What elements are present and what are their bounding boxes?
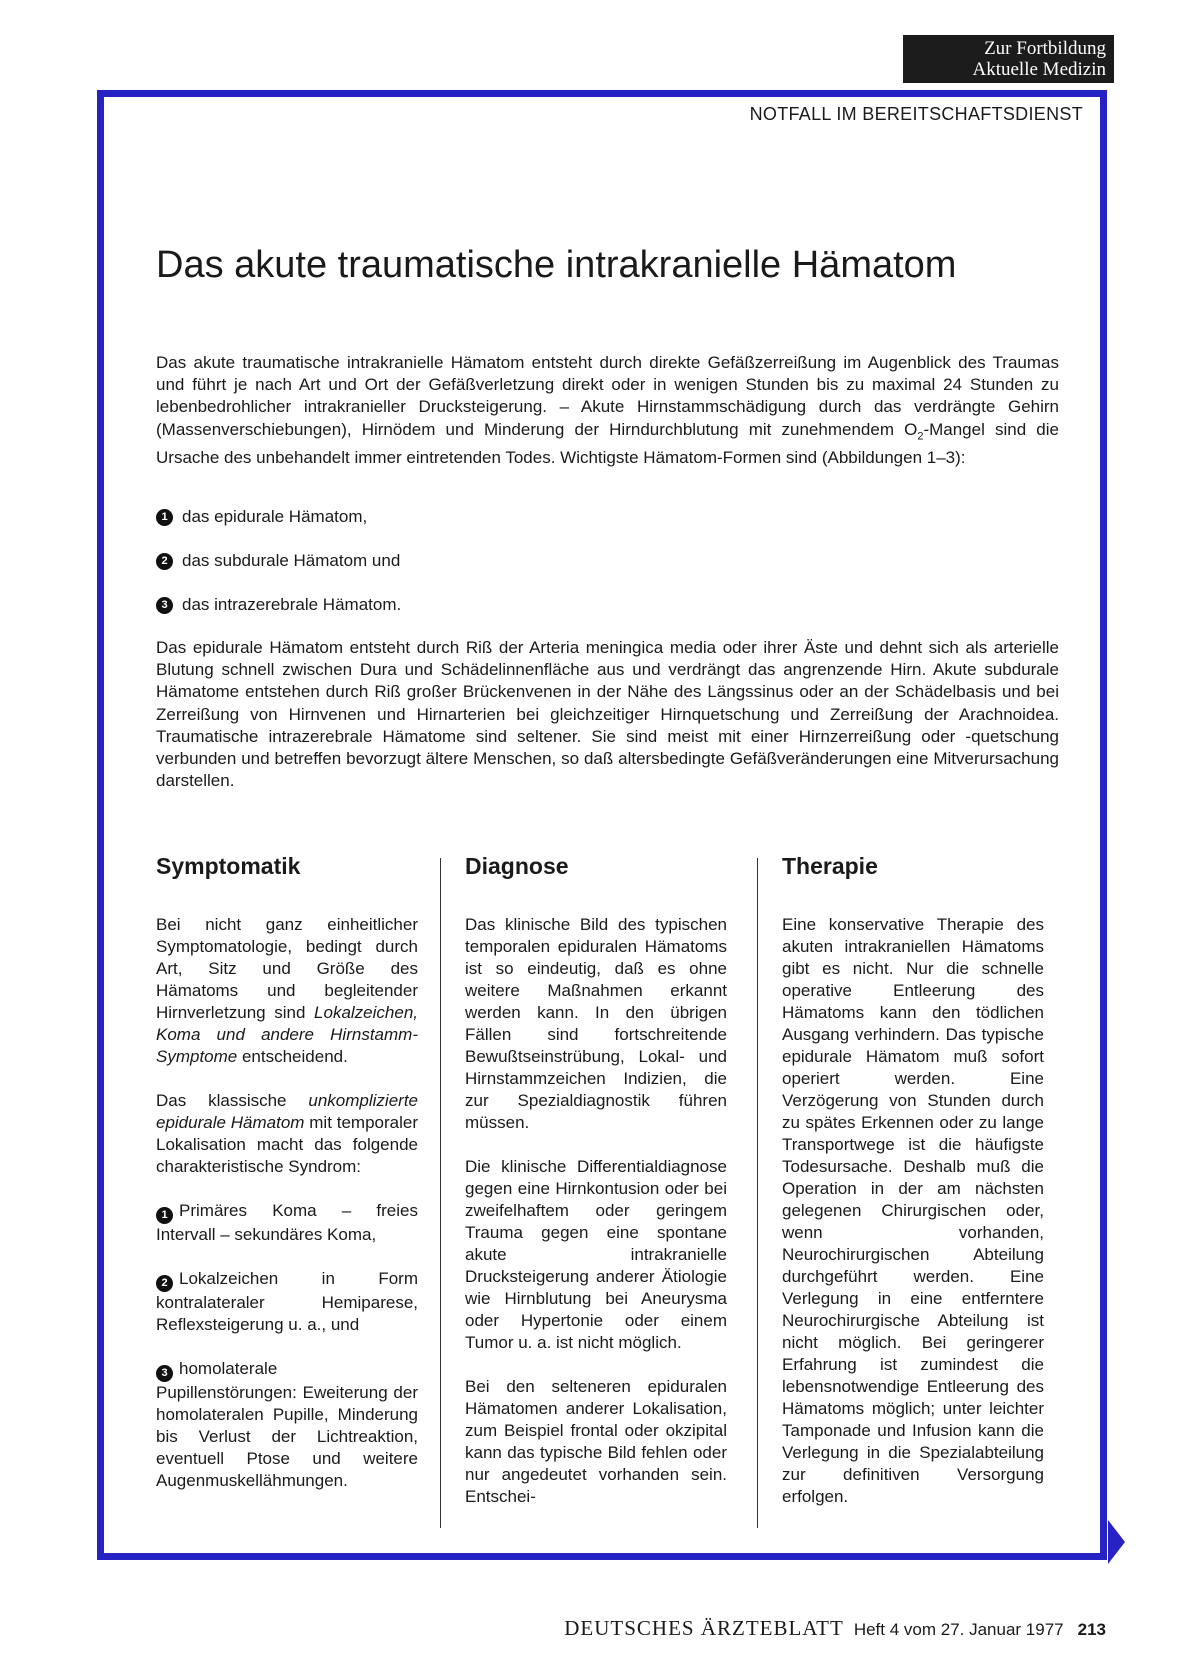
diagnose-paragraph-1: Das klinische Bild des typischen temporalen epiduralen Hämatoms ist so eindeutig, daß es ohne weitere Maßnahmen erkannt werden kann. In den übrigen Fällen sind fortschreitende Bewußtseinstrübung, Lokal- und Hirnstammzeichen Indizien, die zur Spezialdiagnostik führen müssen. bbox=[465, 915, 727, 1132]
diagnose-paragraph-2: Die klinische Differentialdiagnose gegen eine Hirnkontusion oder bei zweifelhaftem oder geringem Trauma gegen eine spontane akute intrakranielle Drucksteigerung anderer Ätiologie wie Hirnblutung bei Aneurysma oder Hypertonie oder einem Tumor u. a. ist nicht möglich. bbox=[465, 1157, 727, 1352]
number-badge-icon: 3 bbox=[156, 597, 173, 614]
list-item bbox=[156, 594, 756, 616]
continue-arrow-icon bbox=[1108, 1520, 1125, 1564]
issue-info: Heft 4 vom 27. Januar 1977 bbox=[853, 1620, 1064, 1639]
list-item-text: das epidurale Hämatom, bbox=[182, 507, 368, 526]
page-number: 213 bbox=[1077, 1620, 1106, 1639]
symptomatik-heading: Symptomatik bbox=[156, 853, 301, 879]
diagnose-paragraph-3: Bei den selteneren epiduralen Hämatomen anderer Lokalisation, zum Beispiel frontal oder okzipital kann das typische Bild fehlen oder nur angedeutet vorhanden sein. Entschei- bbox=[465, 1377, 727, 1506]
therapie-column bbox=[782, 852, 1044, 1530]
symptomatik-paragraph-1 bbox=[156, 914, 418, 1068]
section-tag-line2: Aktuelle Medizin bbox=[972, 59, 1106, 80]
syndrome-item bbox=[156, 1268, 418, 1336]
syndrome-item-text: Lokalzeichen in Form kontralateraler Hemiparese, Reflexsteigerung u. a., und bbox=[156, 1269, 418, 1334]
journal-name: DEUTSCHES ÄRZTEBLATT bbox=[564, 1616, 844, 1640]
list-item-text: das subdurale Hämatom und bbox=[182, 551, 401, 570]
text-run: Das klassische bbox=[156, 1091, 309, 1110]
text-run: Bei nicht ganz einheitlicher Symptomatologie, bedingt durch Art, Sitz und Größe des Hämatoms und begleitender Hirnverletzung sind bbox=[156, 915, 418, 1022]
page-footer bbox=[564, 1616, 1106, 1641]
list-item bbox=[156, 506, 756, 528]
syndrome-item bbox=[156, 1200, 418, 1246]
number-badge-icon: 3 bbox=[156, 1365, 173, 1382]
section-tag-line1: Zur Fortbildung bbox=[984, 38, 1106, 59]
column-divider bbox=[440, 858, 441, 1528]
symptomatik-paragraph-2 bbox=[156, 1090, 418, 1178]
number-badge-icon: 2 bbox=[156, 1275, 173, 1292]
syndrome-item bbox=[156, 1358, 418, 1492]
intro-paragraph bbox=[156, 352, 1059, 469]
syndrome-item-text: Primäres Koma – freies Intervall – sekundäres Koma, bbox=[156, 1201, 418, 1244]
list-item bbox=[156, 550, 756, 572]
number-badge-icon: 2 bbox=[156, 553, 173, 570]
emphasis-text: unkomplizierte epidurale Hämatom bbox=[156, 1091, 418, 1132]
number-badge-icon: 1 bbox=[156, 509, 173, 526]
intro-text-part1: Das akute traumatische intrakranielle Hämatom entsteht durch direkte Gefäßzerreißung im Augenblick des Traumas und führt je nach Art und Ort der Gefäßverletzung direkt oder in wenigen Stunden bis zu maximal 24 Stunden zu lebenbedrohlicher intrakranieller Drucksteigerung. – Akute Hirnstammschädigung durch das verdrängte Gehirn (Massenverschiebungen), Hirnödem und Minderung der Hirndurchblutung mit zunehmendem O bbox=[156, 353, 1059, 439]
therapie-paragraph-1: Eine konservative Therapie des akuten intrakraniellen Hämatoms gibt es nicht. Nur die schnelle operative Entleerung des Hämatoms kann den tödlichen Ausgang verhindern. Das typische epidurale Hämatom muß sofort operiert werden. Eine Verzögerung von Stunden durch zu spätes Erkennen oder zu lange Transportwege ist die häufigste Todesursache. Deshalb muß die Operation in der am nächsten gelegenen Chirurgischen oder, wenn vorhanden, Neurochirurgischen Abteilung durchgeführt werden. Eine Verlegung in eine entferntere Neurochirurgische Abteilung ist nicht möglich. Bei geringerer Erfahrung ist zumindest die lebensnotwendige Entleerung des Hämatoms möglich; unter leichter Tamponade und Infusion kann die Verlegung in die Spezialabteilung zur definitiven Versorgung erfolgen. bbox=[782, 915, 1044, 1506]
section-tag bbox=[903, 35, 1114, 83]
syndrome-item-text: homolaterale Pupillenstörungen: Eweiterung der homolateralen Pupille, Minderung bis Verlust der Lichtreaktion, eventuell Ptose und weitere Augenmuskellähmungen. bbox=[156, 1359, 418, 1490]
intro-subscript: 2 bbox=[917, 430, 924, 442]
list-item-text: das intrazerebrale Hämatom. bbox=[182, 595, 402, 614]
pathogenesis-paragraph: Das epidurale Hämatom entsteht durch Riß der Arteria meningica media oder ihrer Äste und dehnt sich als arterielle Blutung schnell zwischen Dura und Schädelinnenfläche aus und verdrängt das angrenzende Hirn. Akute subdurale Hämatome entstehen durch Riß großer Brückenvenen in der Nähe des Längssinus oder an der Schädelbasis und bei Zerreißung von Hirnvenen und Hirnarterien bei gleichzeitiger Hirnquetschung und Zerreißung der Arachnoidea. Traumatische intrazerebrale Hämatome sind seltener. Sie sind meist mit einer Hirnzerreißung oder -quetschung verbunden und betreffen bevorzugt ältere Menschen, so daß altersbedingte Gefäßveränderungen eine Mitverursachung darstellen. bbox=[156, 638, 1059, 791]
emphasis-text: Lokalzeichen, Koma und andere Hirnstamm-Symptome bbox=[156, 1003, 418, 1066]
rubric-label: NOTFALL IM BEREITSCHAFTSDIENST bbox=[749, 104, 1083, 124]
text-run: entscheidend. bbox=[237, 1047, 348, 1066]
diagnose-heading: Diagnose bbox=[465, 853, 569, 879]
therapie-heading: Therapie bbox=[782, 853, 878, 879]
article-title: Das akute traumatische intrakranielle Hämatom bbox=[156, 244, 957, 286]
intro-text-part2: -Mangel sind die Ursache des unbehandelt immer eintretenden Todes. Wichtigste Hämatom-Formen sind (Abbildungen 1–3): bbox=[156, 419, 1059, 468]
symptomatik-column bbox=[156, 852, 418, 1514]
column-divider bbox=[757, 858, 758, 1528]
number-badge-icon: 1 bbox=[156, 1207, 173, 1224]
diagnose-column bbox=[465, 852, 727, 1530]
text-run: mit temporaler Lokalisation macht das folgende charakteristische Syndrom: bbox=[156, 1113, 418, 1176]
hematoma-type-list bbox=[156, 506, 756, 638]
